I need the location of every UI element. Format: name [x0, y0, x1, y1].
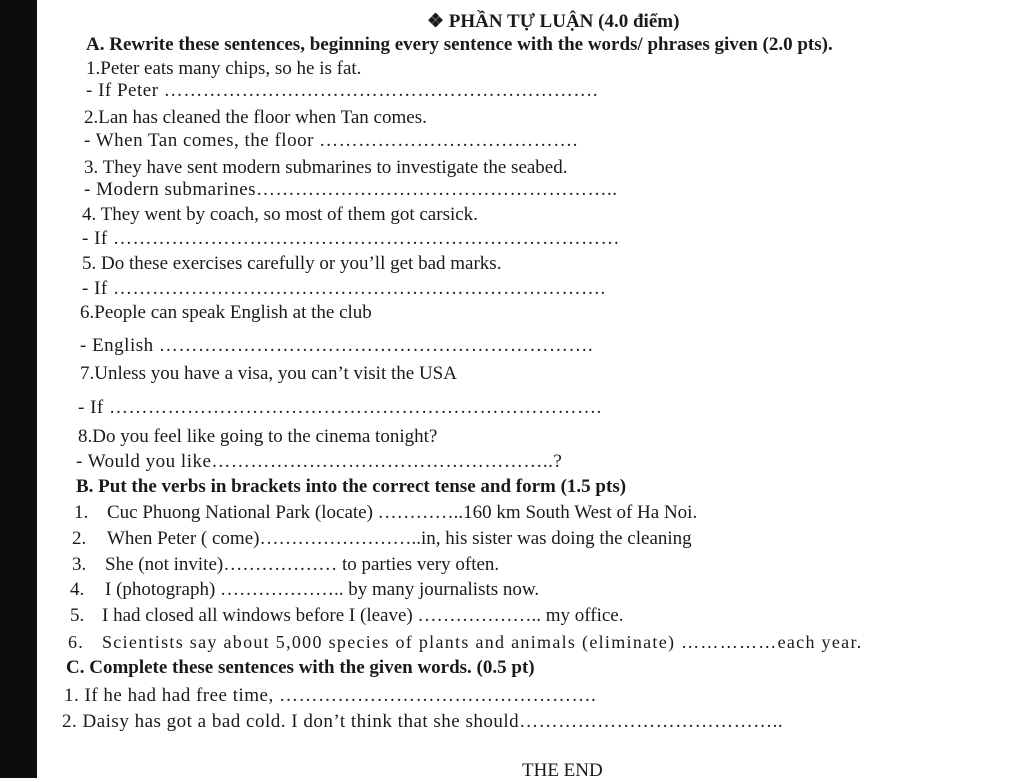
- section-b-item-2: [72, 528, 692, 550]
- section-b-item-text: I had closed all windows before I (leave) ……………….. my office.: [102, 605, 624, 626]
- section-b-item-text: I (photograph) ……………….. by many journalists now.: [105, 579, 540, 600]
- section-a-line-3: 3. They have sent modern submarines to investigate the seabed.: [84, 157, 568, 178]
- section-a-answer-8: - Would you like……………………………………………..?: [76, 451, 563, 472]
- section-b-item-3: [72, 554, 499, 576]
- section-c-line-2: 2. Daisy has got a bad cold. I don’t think that she should…………………………………..: [62, 711, 784, 732]
- section-b-item-number: 3.: [72, 554, 87, 575]
- the-end-footer: THE END: [522, 760, 603, 781]
- section-b-item-1: [74, 502, 697, 524]
- section-b-item-number: 4.: [70, 579, 85, 600]
- page-title: ❖ PHẦN TỰ LUẬN (4.0 điểm): [427, 11, 680, 32]
- section-a-answer-5: - If ………………………………………………………………….: [82, 278, 606, 299]
- section-a-answer-2: - When Tan comes, the floor ………………………………….: [84, 130, 578, 151]
- section-b-item-5: [70, 605, 623, 627]
- section-b-item-number: 6.: [68, 632, 85, 652]
- section-b-item-text: Scientists say about 5,000 species of plants and animals (eliminate) ……………each year.: [102, 632, 863, 652]
- section-a-line-2: 2.Lan has cleaned the floor when Tan comes.: [84, 107, 427, 128]
- section-a-line-6: 6.People can speak English at the club: [80, 302, 372, 323]
- section-a-answer-1: - If Peter ………………………………………………………….: [86, 80, 599, 101]
- section-b-item-number: 2.: [72, 528, 87, 549]
- section-a-heading: A. Rewrite these sentences, beginning every sentence with the words/ phrases given (2.0 pts).: [86, 34, 833, 55]
- section-a-answer-7: - If ………………………………………………………………….: [78, 397, 602, 418]
- section-b-item-text: She (not invite)……………… to parties very often.: [105, 554, 500, 575]
- section-c-line-1: 1. If he had had free time, ………………………………………….: [64, 685, 597, 706]
- section-b-item-6: [68, 631, 863, 653]
- section-b-item-number: 1.: [74, 502, 89, 523]
- section-b-heading: B. Put the verbs in brackets into the correct tense and form (1.5 pts): [76, 476, 627, 497]
- section-b-item-text: Cuc Phuong National Park (locate) …………..160 km South West of Ha Noi.: [107, 502, 698, 523]
- section-a-answer-6: - English ………………………………………………………….: [80, 335, 594, 356]
- section-a-answer-3: - Modern submarines………………………………………………..: [84, 179, 618, 200]
- section-b-item-number: 5.: [70, 605, 85, 626]
- section-b-item-4: [70, 579, 539, 601]
- scan-edge-shadow: [0, 0, 37, 778]
- section-a-line-1: 1.Peter eats many chips, so he is fat.: [86, 58, 362, 79]
- section-a-line-4: 4. They went by coach, so most of them got carsick.: [82, 204, 478, 225]
- section-a-answer-4: - If ……………………………………………………………………: [82, 228, 620, 249]
- section-a-line-8: 8.Do you feel like going to the cinema tonight?: [78, 426, 438, 447]
- section-a-line-7: 7.Unless you have a visa, you can’t visit the USA: [80, 363, 457, 384]
- section-c-heading: C. Complete these sentences with the given words. (0.5 pt): [66, 657, 535, 678]
- section-a-line-5: 5. Do these exercises carefully or you’ll get bad marks.: [82, 253, 502, 274]
- section-b-item-text: When Peter ( come)……………………..in, his sister was doing the cleaning: [107, 528, 692, 549]
